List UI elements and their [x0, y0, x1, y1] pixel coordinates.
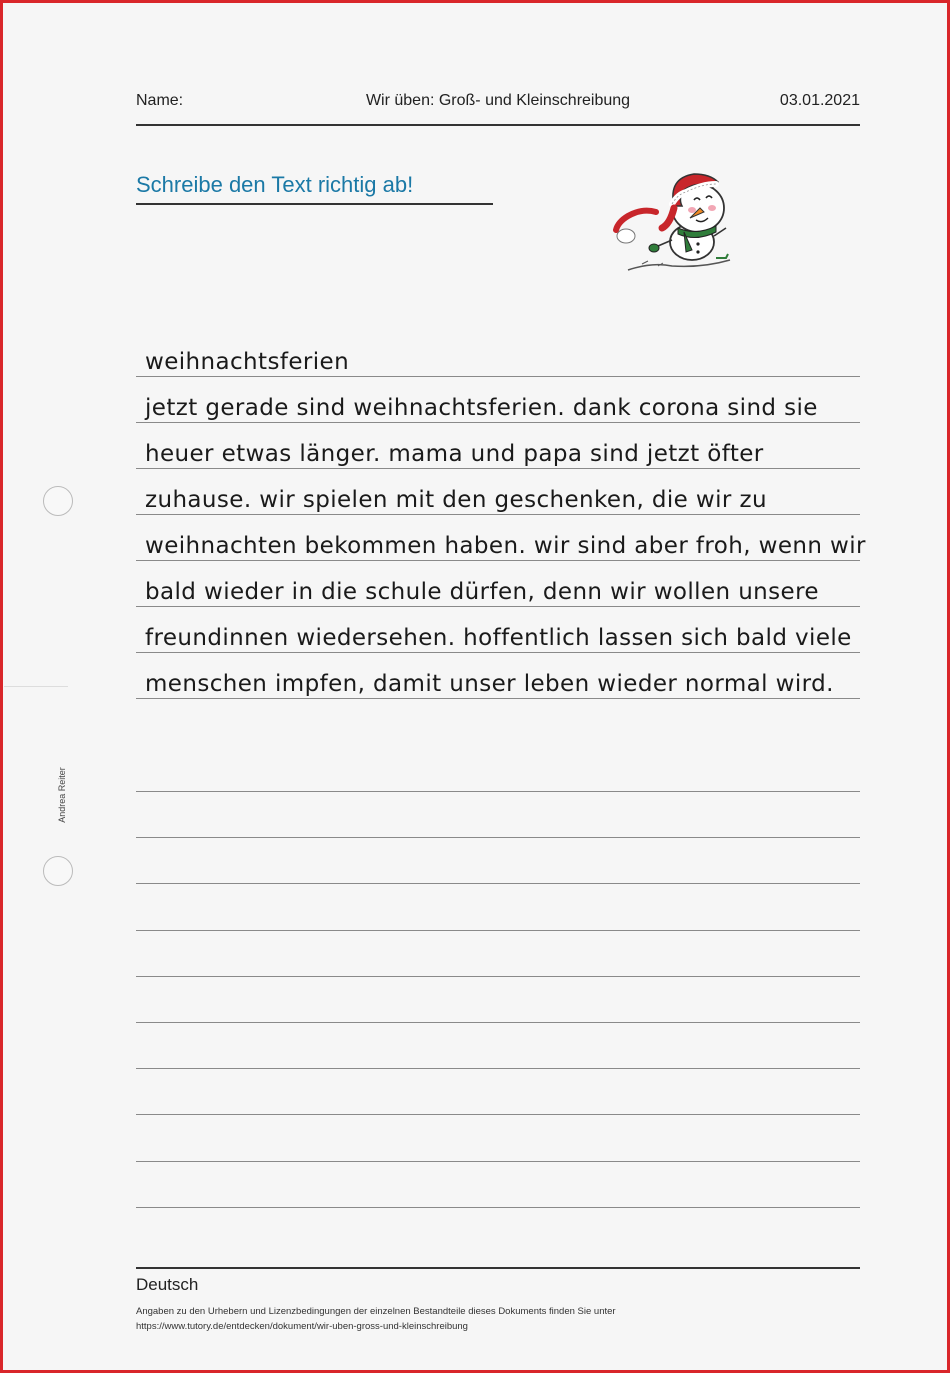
text-line-content: weihnachtsferien — [145, 349, 350, 375]
text-line — [136, 331, 860, 377]
text-line — [136, 515, 866, 561]
text-line-content: bald wieder in die schule dürfen, denn wir wollen unsere — [145, 579, 819, 605]
text-line-content: weihnachten bekommen haben. wir sind aber froh, wenn wir — [145, 533, 866, 559]
fold-mark — [4, 686, 68, 687]
text-line — [136, 469, 860, 515]
writing-line[interactable] — [136, 883, 860, 884]
text-line — [136, 653, 860, 699]
writing-line[interactable] — [136, 1022, 860, 1023]
worksheet-date: 03.01.2021 — [779, 92, 860, 109]
footer-divider — [136, 1267, 860, 1269]
task-instruction: Schreibe den Text richtig ab! — [136, 172, 414, 197]
subject-label: Deutsch — [136, 1275, 199, 1294]
text-line-content: heuer etwas länger. mama und papa sind jetzt öfter — [145, 441, 764, 467]
writing-line[interactable] — [136, 1207, 860, 1208]
license-credit-url[interactable]: https://www.tutory.de/entdecken/dokument/wir-uben-gross-und-kleinschreibung — [136, 1321, 468, 1332]
header-divider — [136, 124, 860, 126]
text-line-content: menschen impfen, damit unser leben wieder normal wird. — [145, 671, 834, 697]
writing-line[interactable] — [136, 791, 860, 792]
writing-line[interactable] — [136, 1161, 860, 1162]
writing-line[interactable] — [136, 1068, 860, 1069]
text-line — [136, 607, 860, 653]
snowman-with-santa-hat-icon — [612, 168, 736, 278]
author-credit: Andrea Reiter — [57, 767, 67, 823]
text-line-content: zuhause. wir spielen mit den geschenken, die wir zu — [145, 487, 767, 513]
worksheet-title: Wir üben: Groß- und Kleinschreibung — [365, 92, 631, 109]
writing-line[interactable] — [136, 930, 860, 931]
text-line-content: freundinnen wiedersehen. hoffentlich lassen sich bald viele — [145, 625, 852, 651]
license-credit — [136, 1304, 616, 1334]
name-label: Name: — [136, 92, 184, 109]
text-line-content: jetzt gerade sind weihnachtsferien. dank corona sind sie — [145, 395, 818, 421]
punch-hole-bottom — [43, 856, 73, 886]
text-line — [136, 423, 860, 469]
license-credit-text: Angaben zu den Urhebern und Lizenzbedingungen der einzelnen Bestandteile dieses Dokuments finden Sie unter — [136, 1306, 616, 1317]
writing-line[interactable] — [136, 976, 860, 977]
writing-line[interactable] — [136, 837, 860, 838]
text-line — [136, 377, 860, 423]
task-underline — [136, 203, 493, 205]
writing-line[interactable] — [136, 1114, 860, 1115]
text-line — [136, 561, 860, 607]
punch-hole-top — [43, 486, 73, 516]
worksheet-header — [136, 92, 860, 114]
